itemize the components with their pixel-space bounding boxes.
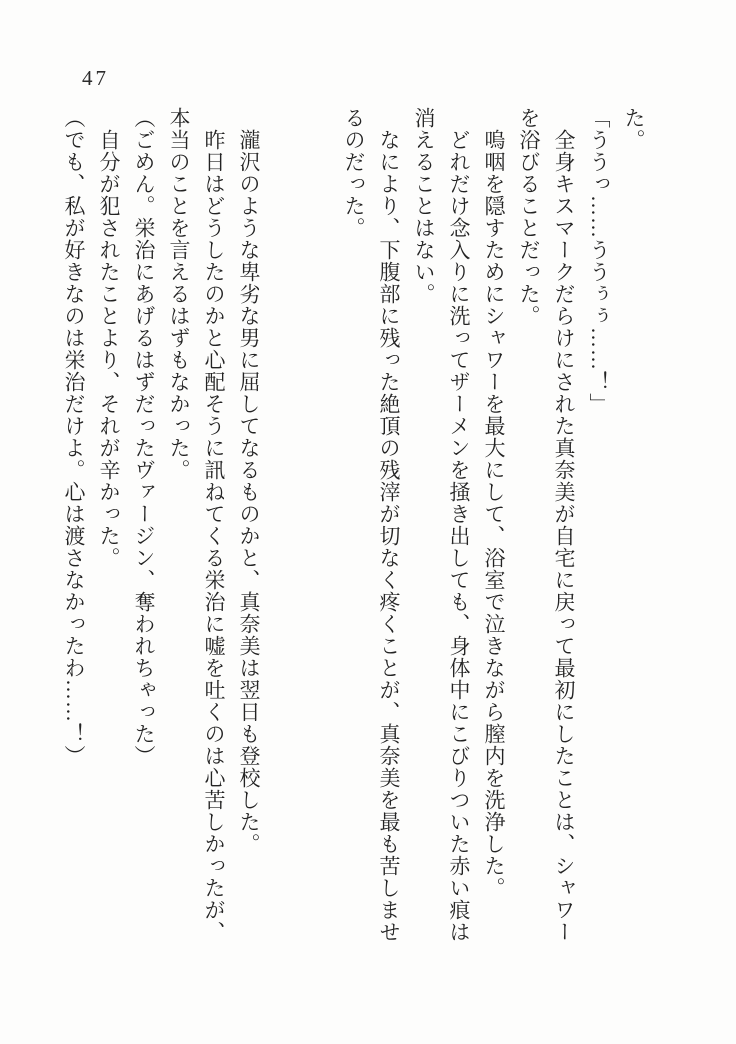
text-line: 昨日はどうしたのかと心配そうに訊ねてくる栄治に嘘を吐くのは心苦しかったが、 xyxy=(202,129,226,944)
text-line: 全身キスマークだらけにされた真奈美が自宅に戻って最初にしたことは、シャワー xyxy=(552,129,576,944)
text-line: 消えることはない。 xyxy=(412,107,436,305)
text-line: 本当のことを言えるはずもなかった。 xyxy=(167,107,191,481)
text-line: どれだけ念入りに洗ってザーメンを掻き出しても、身体中にこびりついた赤い痕は xyxy=(447,129,471,944)
page-number: 47 xyxy=(82,66,109,90)
text-line: （でも、私が好きなのは栄治だけよ。心は渡さなかったわ……！） xyxy=(62,107,86,767)
text-line: 嗚咽を隠すためにシャワーを最大にして、浴室で泣きながら膣内を洗浄した。 xyxy=(482,129,506,900)
text-line: 自分が犯されたことより、それが辛かった。 xyxy=(97,129,121,570)
text-line: た。 xyxy=(622,107,646,151)
text-line: （ごめん。栄治にあげるはずだったヴァージン、奪われちゃった） xyxy=(132,107,156,767)
text-line: なにより、下腹部に残った絶頂の残滓が切なく疼くことが、真奈美を最も苦しませ xyxy=(377,129,401,944)
vertical-text-block xyxy=(56,107,651,949)
text-line: 「ううっ……ううぅぅ……！」 xyxy=(587,107,611,415)
text-line: を浴びることだった。 xyxy=(517,107,541,327)
text-line: るのだった。 xyxy=(342,107,366,239)
text-line: 瀧沢のような卑劣な男に屈してなるものかと、真奈美は翌日も登校した。 xyxy=(237,129,261,856)
